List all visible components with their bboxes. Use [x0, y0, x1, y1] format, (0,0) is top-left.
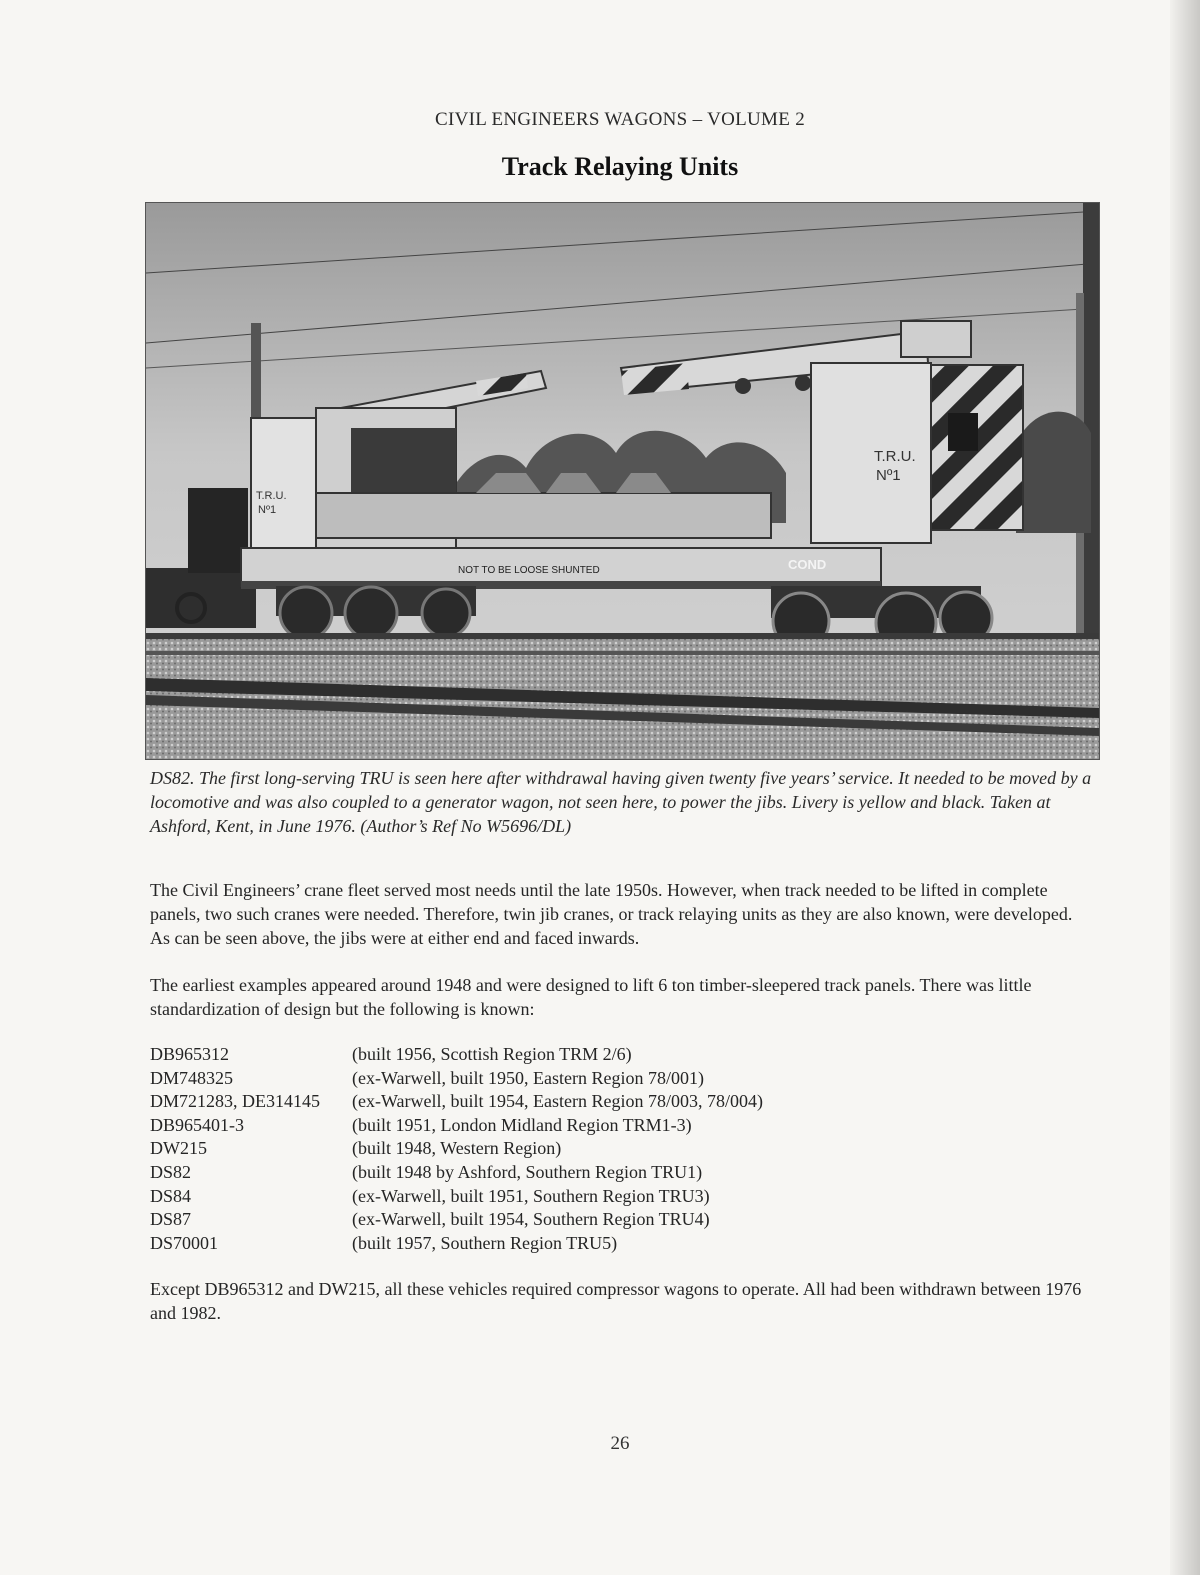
vehicle-desc: (built 1951, London Midland Region TRM1-3) — [352, 1114, 692, 1135]
list-item — [150, 1232, 1095, 1256]
marking-tru-right: T.R.U. — [874, 448, 916, 465]
photograph-tru-wagon — [145, 202, 1100, 760]
vehicle-desc: (ex-Warwell, built 1954, Southern Region TRU4) — [352, 1209, 710, 1230]
vehicle-desc: (built 1948, Western Region) — [352, 1138, 562, 1159]
vehicle-id: DM721283, DE314145 — [150, 1091, 320, 1112]
vehicle-desc: (built 1948 by Ashford, Southern Region TRU1) — [352, 1161, 703, 1182]
marking-cond: COND — [788, 557, 827, 572]
vehicle-id: DS70001 — [150, 1232, 219, 1253]
vehicle-id: DM748325 — [150, 1067, 234, 1088]
page-edge-shadow — [1170, 0, 1200, 1575]
vehicle-desc: (built 1956, Scottish Region TRM 2/6) — [352, 1044, 632, 1064]
marking-no-right: Nº1 — [876, 467, 901, 484]
page-title: Track Relaying Units — [501, 152, 739, 181]
vehicle-id: DS87 — [150, 1209, 192, 1230]
paragraph-earliest-examples: The earliest examples appeared around 1948 and were designed to lift 6 ton timber-sleepered track panels. There was little standardization of design but the following is known: — [150, 975, 1032, 1019]
marking-no-left: Nº1 — [258, 504, 277, 516]
paragraph-intro: The Civil Engineers’ crane fleet served most needs until the late 1950s. However, when track needed to be lifted in complete panels, two such cranes were needed. Therefore, twin jib cranes, or track relaying units as they are also known, were developed. As can be seen above, the jibs were at either end and faced inwards. — [150, 880, 1073, 948]
list-item — [150, 1185, 1095, 1209]
list-item — [150, 1137, 1095, 1161]
vehicle-desc: (ex-Warwell, built 1954, Eastern Region 78/003, 78/004) — [352, 1091, 763, 1112]
photo-caption — [150, 766, 1095, 838]
running-header: CIVIL ENGINEERS WAGONS – VOLUME 2 — [434, 109, 805, 130]
list-item — [150, 1090, 1095, 1114]
paragraph-compressor-note: Except DB965312 and DW215, all these vehicles required compressor wagons to operate. All had been withdrawn between 1976 and 1982. — [150, 1279, 1082, 1323]
caption-text: The first long-serving TRU is seen here after withdrawal having given twenty five years’ service. It needed to be moved by a locomotive and was also coupled to a generator wagon, not seen here, to power the jibs. Livery is yellow and black. — [150, 768, 1092, 812]
marking-tru-left: T.R.U. — [256, 490, 287, 502]
vehicle-id: DB965401-3 — [150, 1114, 244, 1135]
vehicle-desc: (ex-Warwell, built 1950, Eastern Region 78/001) — [352, 1067, 704, 1088]
vehicle-id: DS84 — [150, 1185, 192, 1206]
vehicle-desc: (ex-Warwell, built 1951, Southern Region TRU3) — [352, 1185, 710, 1206]
vehicle-id: DB965312 — [150, 1044, 230, 1064]
list-item — [150, 1043, 1095, 1067]
vehicle-id: DS82 — [150, 1161, 192, 1182]
vehicle-desc: (built 1957, Southern Region TRU5) — [352, 1232, 618, 1253]
list-item — [150, 1208, 1095, 1232]
list-item — [150, 1114, 1095, 1138]
caption-location: Taken at Ashford, Kent, in June 1976. — [150, 792, 1051, 836]
page-number: 26 — [610, 1433, 630, 1454]
list-item — [150, 1161, 1095, 1185]
caption-ref: DS82. — [150, 768, 195, 788]
vehicle-list — [150, 1043, 1095, 1255]
caption-ref-no: (Author’s Ref No W5696/DL) — [360, 816, 572, 836]
vehicle-id: DW215 — [150, 1138, 207, 1159]
list-item — [150, 1067, 1095, 1091]
marking-shunt-warning: NOT TO BE LOOSE SHUNTED — [458, 565, 600, 576]
